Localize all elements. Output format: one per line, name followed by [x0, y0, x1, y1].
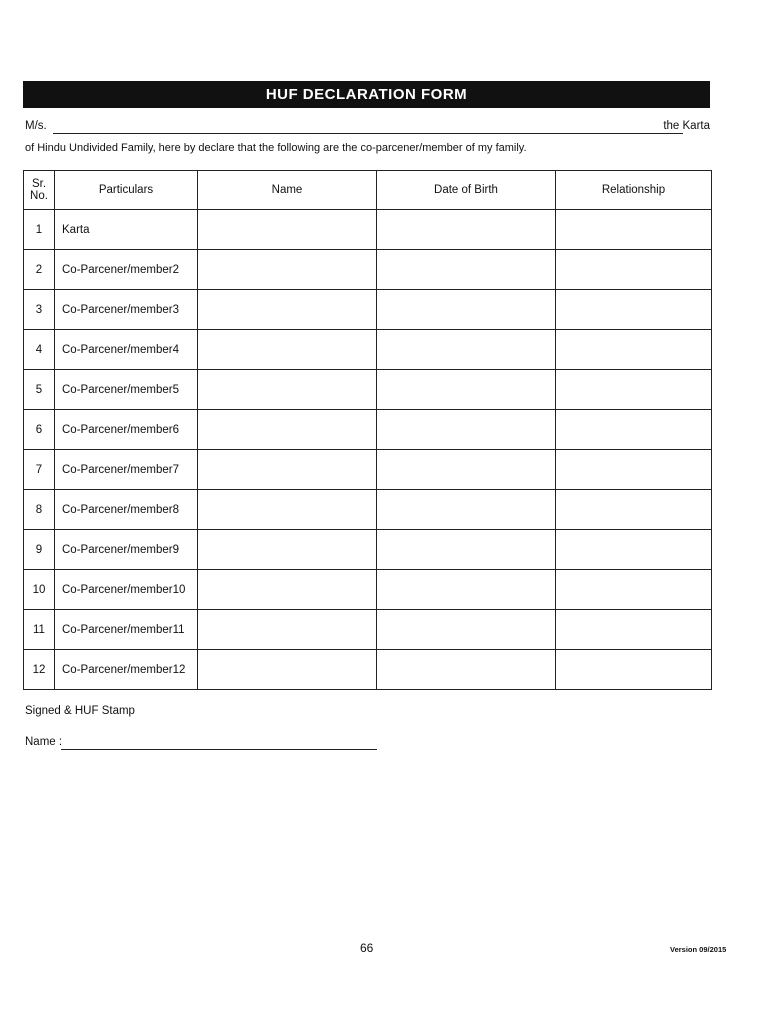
row-sr-no: 5 — [24, 370, 55, 410]
name-label: Name : — [25, 736, 63, 748]
karta-label: the Karta — [663, 120, 710, 132]
row-relationship-cell[interactable] — [556, 250, 712, 290]
row-particulars: Co-Parcener/member12 — [55, 650, 198, 690]
form-title: HUF DECLARATION FORM — [23, 81, 710, 108]
row-particulars: Co-Parcener/member10 — [55, 570, 198, 610]
ms-name-blank[interactable] — [53, 133, 683, 134]
row-dob-cell[interactable] — [377, 450, 556, 490]
row-sr-no: 1 — [24, 210, 55, 250]
row-particulars: Co-Parcener/member11 — [55, 610, 198, 650]
row-dob-cell[interactable] — [377, 530, 556, 570]
table-row — [24, 610, 712, 650]
name-line — [25, 736, 385, 752]
table-row — [24, 450, 712, 490]
table-row — [24, 290, 712, 330]
table-body — [24, 210, 712, 690]
row-particulars: Karta — [55, 210, 198, 250]
row-particulars: Co-Parcener/member8 — [55, 490, 198, 530]
row-sr-no: 9 — [24, 530, 55, 570]
row-sr-no: 8 — [24, 490, 55, 530]
ms-line — [25, 120, 710, 136]
row-sr-no: 12 — [24, 650, 55, 690]
row-relationship-cell[interactable] — [556, 410, 712, 450]
row-dob-cell[interactable] — [377, 410, 556, 450]
header-relationship: Relationship — [556, 171, 712, 210]
declaration-text: of Hindu Undivided Family, here by declare that the following are the co-parcener/member of my family. — [25, 142, 527, 154]
row-relationship-cell[interactable] — [556, 210, 712, 250]
row-name-cell[interactable] — [198, 610, 377, 650]
row-name-cell[interactable] — [198, 250, 377, 290]
table-row — [24, 490, 712, 530]
table-row — [24, 330, 712, 370]
row-name-cell[interactable] — [198, 410, 377, 450]
version-label: Version 09/2015 — [670, 945, 727, 954]
table-row — [24, 250, 712, 290]
row-particulars: Co-Parcener/member5 — [55, 370, 198, 410]
header-particulars: Particulars — [55, 171, 198, 210]
row-dob-cell[interactable] — [377, 610, 556, 650]
row-dob-cell[interactable] — [377, 570, 556, 610]
row-dob-cell[interactable] — [377, 370, 556, 410]
row-particulars: Co-Parcener/member2 — [55, 250, 198, 290]
name-blank[interactable] — [61, 749, 377, 750]
row-relationship-cell[interactable] — [556, 290, 712, 330]
row-relationship-cell[interactable] — [556, 490, 712, 530]
row-particulars: Co-Parcener/member7 — [55, 450, 198, 490]
row-relationship-cell[interactable] — [556, 610, 712, 650]
row-dob-cell[interactable] — [377, 650, 556, 690]
row-sr-no: 6 — [24, 410, 55, 450]
row-particulars: Co-Parcener/member4 — [55, 330, 198, 370]
table-row — [24, 210, 712, 250]
row-sr-no: 10 — [24, 570, 55, 610]
row-name-cell[interactable] — [198, 650, 377, 690]
row-relationship-cell[interactable] — [556, 330, 712, 370]
row-dob-cell[interactable] — [377, 250, 556, 290]
table-row — [24, 650, 712, 690]
ms-label: M/s. — [25, 120, 47, 132]
table-row — [24, 570, 712, 610]
row-name-cell[interactable] — [198, 570, 377, 610]
row-dob-cell[interactable] — [377, 330, 556, 370]
row-name-cell[interactable] — [198, 210, 377, 250]
page-number: 66 — [360, 941, 374, 955]
table-row — [24, 370, 712, 410]
row-sr-no: 7 — [24, 450, 55, 490]
table-header-row — [24, 171, 712, 210]
header-sr-no: Sr. No. — [24, 171, 55, 210]
header-date-of-birth: Date of Birth — [377, 171, 556, 210]
row-particulars: Co-Parcener/member3 — [55, 290, 198, 330]
row-name-cell[interactable] — [198, 450, 377, 490]
signed-stamp-label: Signed & HUF Stamp — [25, 705, 135, 717]
row-relationship-cell[interactable] — [556, 370, 712, 410]
row-particulars: Co-Parcener/member9 — [55, 530, 198, 570]
row-name-cell[interactable] — [198, 490, 377, 530]
row-relationship-cell[interactable] — [556, 650, 712, 690]
row-dob-cell[interactable] — [377, 490, 556, 530]
row-name-cell[interactable] — [198, 530, 377, 570]
row-relationship-cell[interactable] — [556, 450, 712, 490]
table-row — [24, 410, 712, 450]
row-name-cell[interactable] — [198, 330, 377, 370]
row-relationship-cell[interactable] — [556, 570, 712, 610]
row-name-cell[interactable] — [198, 370, 377, 410]
table-row — [24, 530, 712, 570]
row-sr-no: 4 — [24, 330, 55, 370]
row-relationship-cell[interactable] — [556, 530, 712, 570]
header-name: Name — [198, 171, 377, 210]
row-dob-cell[interactable] — [377, 290, 556, 330]
row-particulars: Co-Parcener/member6 — [55, 410, 198, 450]
row-sr-no: 3 — [24, 290, 55, 330]
members-table — [23, 170, 712, 690]
row-sr-no: 11 — [24, 610, 55, 650]
row-dob-cell[interactable] — [377, 210, 556, 250]
row-sr-no: 2 — [24, 250, 55, 290]
row-name-cell[interactable] — [198, 290, 377, 330]
